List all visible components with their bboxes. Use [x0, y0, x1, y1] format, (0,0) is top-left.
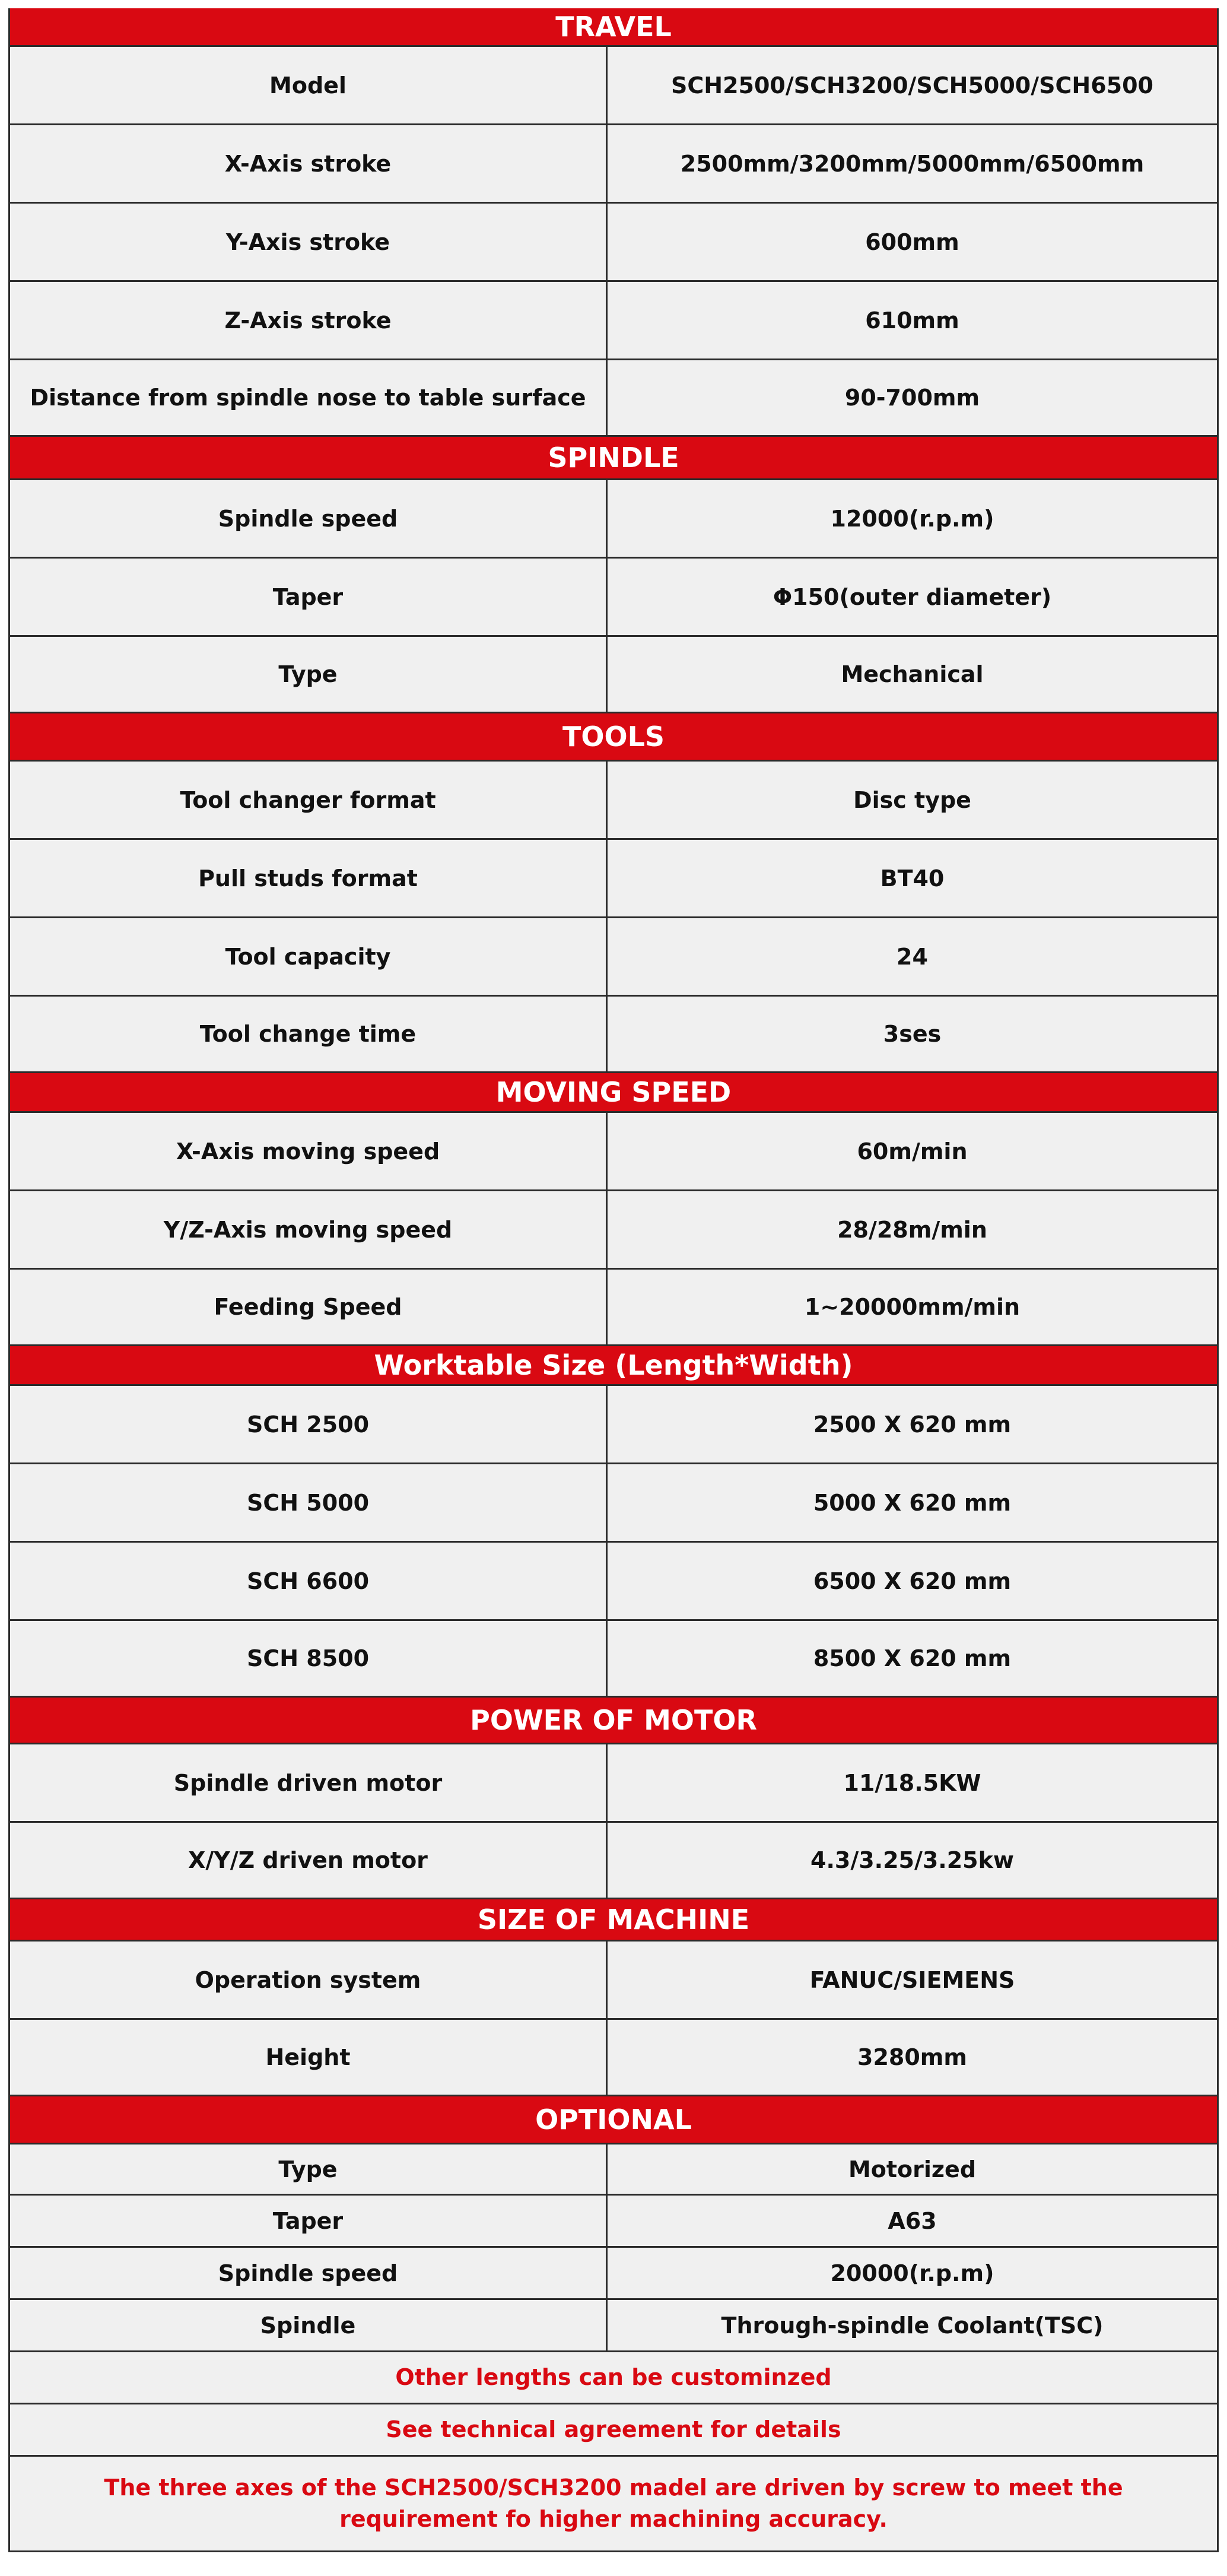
spec-label: Feeding Speed [10, 1270, 608, 1344]
table-row [8, 2018, 1219, 2096]
spec-label: X-Axis stroke [10, 125, 608, 202]
spec-value: 90-700mm [844, 385, 980, 411]
spec-value: 3ses [883, 1021, 942, 1047]
optional-rows [8, 2143, 1219, 2552]
table-row [8, 760, 1219, 838]
section-travel [8, 8, 1219, 437]
spec-value: 12000(r.p.m) [830, 505, 994, 532]
section-optional [8, 2096, 1219, 2552]
spec-value: 24 [897, 943, 928, 970]
table-row [8, 557, 1219, 635]
spec-value: BT40 [880, 865, 945, 892]
table-row [8, 1743, 1219, 1821]
table-row [8, 1268, 1219, 1346]
table-row [8, 2298, 1219, 2350]
table-row [8, 1940, 1219, 2018]
spec-label: Spindle speed [10, 2248, 608, 2298]
table-row [8, 202, 1219, 280]
spec-value: 6500 X 620 mm [813, 1568, 1012, 1594]
spec-label: Distance from spindle nose to table surface [10, 360, 608, 435]
table-row [8, 1111, 1219, 1189]
table-row [8, 1463, 1219, 1541]
section-header-power-of-motor: POWER OF MOTOR [8, 1698, 1219, 1743]
spec-value: FANUC/SIEMENS [809, 1966, 1015, 1993]
spec-label: Z-Axis stroke [10, 282, 608, 359]
section-header-worktable-size: Worktable Size (Length*Width) [8, 1346, 1219, 1384]
spec-value: Through-spindle Coolant(TSC) [721, 2312, 1104, 2339]
table-row [8, 995, 1219, 1073]
spec-sheet [8, 8, 1219, 2552]
spec-label: SCH 5000 [10, 1464, 608, 1541]
section-header-travel: TRAVEL [8, 8, 1219, 45]
table-row [8, 123, 1219, 202]
spec-value: 11/18.5KW [843, 1769, 981, 1796]
spec-label: Height [10, 2020, 608, 2095]
tools-rows [8, 760, 1219, 1073]
section-moving-speed [8, 1073, 1219, 1346]
section-header-size-of-machine: SIZE OF MACHINE [8, 1899, 1219, 1940]
section-worktable-size [8, 1346, 1219, 1698]
section-power-of-motor [8, 1698, 1219, 1899]
power-of-motor-rows [8, 1743, 1219, 1899]
worktable-rows [8, 1384, 1219, 1698]
spec-label: Type [10, 2144, 608, 2194]
note-technical-agreement: See technical agreement for details [8, 2403, 1219, 2455]
section-header-moving-speed: MOVING SPEED [8, 1073, 1219, 1111]
spec-value: 5000 X 620 mm [813, 1489, 1012, 1516]
spec-label: Spindle driven motor [10, 1744, 608, 1821]
spec-label: Tool changer format [10, 762, 608, 838]
spec-label: Y/Z-Axis moving speed [10, 1191, 608, 1268]
spec-label: Model [10, 47, 608, 123]
table-row [8, 2246, 1219, 2298]
spec-label: Spindle [10, 2300, 608, 2350]
note-custom-lengths: Other lengths can be custominzed [8, 2350, 1219, 2403]
note-screw-drive: The three axes of the SCH2500/SCH3200 madel are driven by screw to meet the requirement fo higher machining accuracy. [8, 2455, 1219, 2552]
spec-value: 2500 X 620 mm [813, 1411, 1012, 1438]
spec-value: Φ150(outer diameter) [773, 583, 1052, 610]
spec-label: Taper [10, 2196, 608, 2246]
spec-label: X/Y/Z driven motor [10, 1823, 608, 1898]
spec-value: 28/28m/min [837, 1216, 987, 1243]
spec-value: 3280mm [857, 2044, 967, 2070]
spec-value: A63 [888, 2207, 937, 2234]
table-row [8, 45, 1219, 123]
spec-value: 60m/min [857, 1138, 968, 1165]
spec-value: Disc type [853, 786, 971, 813]
spec-label: Tool change time [10, 997, 608, 1071]
section-header-spindle: SPINDLE [8, 437, 1219, 478]
spec-label: X-Axis moving speed [10, 1113, 608, 1189]
spec-value: 1~20000mm/min [804, 1294, 1021, 1320]
spec-label: Spindle speed [10, 480, 608, 557]
spec-label: Operation system [10, 1941, 608, 2018]
spec-label: Y-Axis stroke [10, 204, 608, 280]
spec-value: Mechanical [841, 661, 984, 687]
section-header-optional: OPTIONAL [8, 2096, 1219, 2143]
spec-value: 610mm [865, 307, 959, 334]
spec-value: 20000(r.p.m) [830, 2260, 994, 2286]
table-row [8, 1821, 1219, 1899]
section-header-tools: TOOLS [8, 713, 1219, 760]
table-row [8, 838, 1219, 916]
section-size-of-machine [8, 1899, 1219, 2096]
spec-label: Type [10, 637, 608, 712]
table-row [8, 1619, 1219, 1698]
travel-rows [8, 45, 1219, 437]
table-row [8, 635, 1219, 713]
spec-label: Tool capacity [10, 918, 608, 995]
table-row [8, 1384, 1219, 1463]
table-row [8, 478, 1219, 557]
table-row [8, 2143, 1219, 2194]
table-row [8, 359, 1219, 437]
spec-value: 4.3/3.25/3.25kw [810, 1847, 1014, 1873]
spec-label: Pull studs format [10, 840, 608, 916]
spec-label: Taper [10, 559, 608, 635]
moving-speed-rows [8, 1111, 1219, 1346]
spec-value: SCH2500/SCH3200/SCH5000/SCH6500 [671, 72, 1153, 99]
section-tools [8, 713, 1219, 1073]
table-row [8, 1541, 1219, 1619]
spec-value: 600mm [865, 229, 959, 255]
spec-value: 8500 X 620 mm [813, 1645, 1012, 1671]
table-row [8, 280, 1219, 359]
table-row [8, 2194, 1219, 2246]
size-of-machine-rows [8, 1940, 1219, 2096]
spec-label: SCH 2500 [10, 1386, 608, 1463]
table-row [8, 1189, 1219, 1268]
section-spindle [8, 437, 1219, 713]
spec-value: Motorized [848, 2156, 977, 2182]
spindle-rows [8, 478, 1219, 713]
spec-label: SCH 8500 [10, 1621, 608, 1696]
spec-label: SCH 6600 [10, 1543, 608, 1619]
table-row [8, 916, 1219, 995]
spec-value: 2500mm/3200mm/5000mm/6500mm [680, 150, 1145, 177]
